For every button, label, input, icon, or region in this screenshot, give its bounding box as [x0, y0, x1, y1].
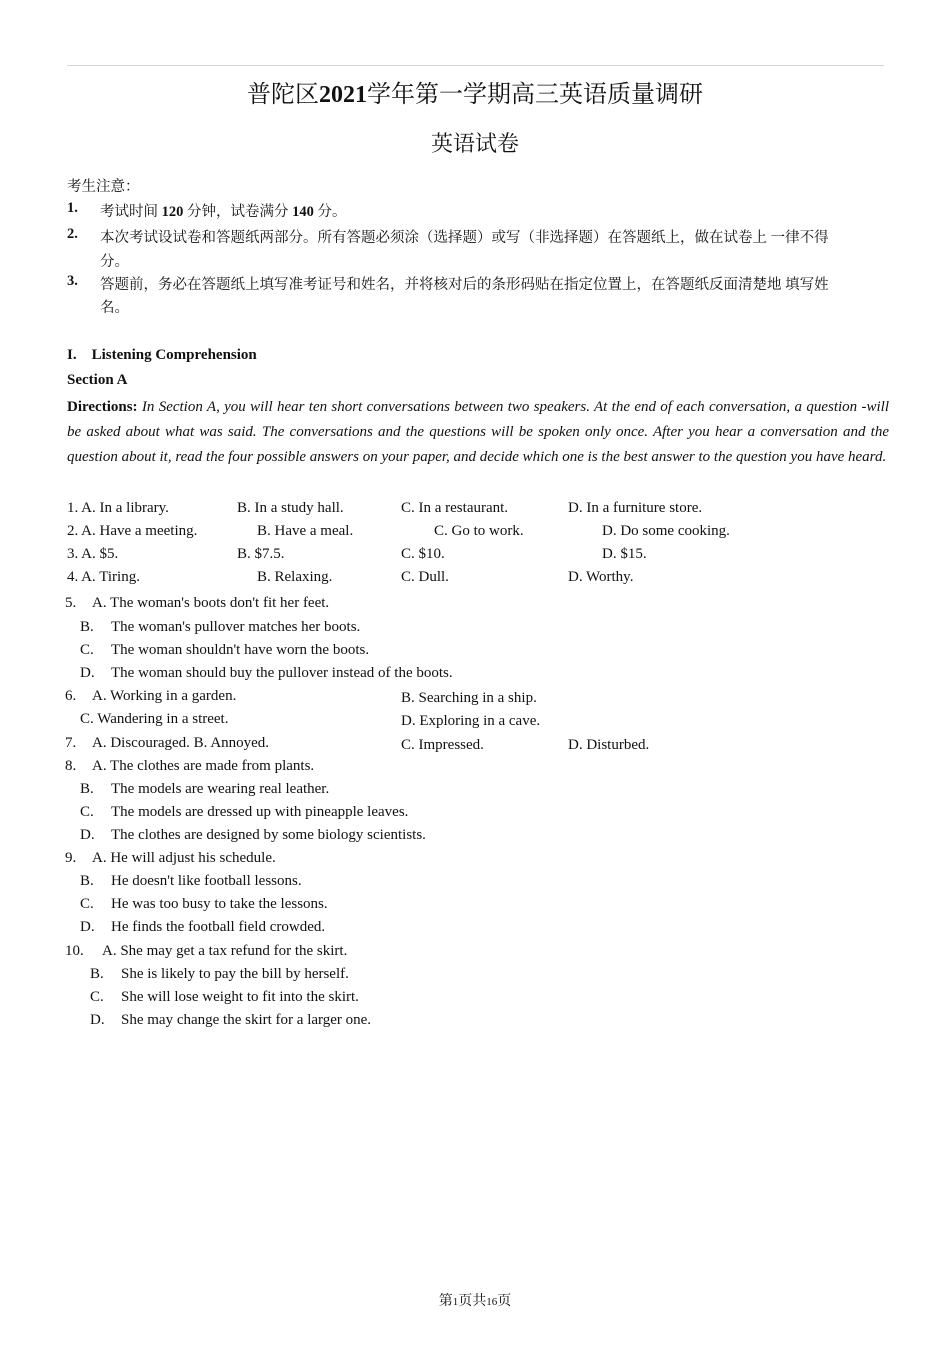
- q6-number: 6.: [65, 688, 77, 704]
- page-title: 普陀区2021学年第一学期高三英语质量调研: [247, 82, 703, 108]
- q1-option-a: 1. A. In a library.: [67, 500, 169, 516]
- q8-number: 8.: [65, 758, 77, 774]
- q10-option-c: She will lose weight to fit into the skirt.: [121, 989, 359, 1005]
- q10-option-d: She may change the skirt for a larger one.: [121, 1012, 372, 1028]
- q8-option-a: A. The clothes are made from plants.: [92, 758, 315, 774]
- q2-option-d: D. Do some cooking.: [602, 523, 730, 539]
- q9-letter-c: C.: [80, 896, 94, 912]
- q10-letter-b: B.: [90, 966, 104, 982]
- q1-option-c: C. In a restaurant.: [401, 500, 509, 516]
- page-subtitle: 英语试卷: [430, 131, 519, 156]
- q8-letter-d: D.: [80, 827, 95, 843]
- q6-option-d: D. Exploring in a cave.: [401, 713, 541, 729]
- notice-item: 本次考试设试卷和答题纸两部分。所有答题必须涂（选择题）或写（非选择题）在答题纸上，做在试卷上 一律不得: [100, 230, 829, 246]
- q5-number: 5.: [65, 595, 77, 611]
- notice-item: 答题前，务必在答题纸上填写准考证号和姓名，并将核对后的条形码贴在指定位置上，在答题纸反面清楚地 填写姓: [100, 277, 829, 293]
- q9-number: 9.: [65, 850, 77, 866]
- q4-option-a: 4. A. Tiring.: [67, 569, 140, 585]
- q9-option-a: A. He will adjust his schedule.: [92, 850, 276, 866]
- notice-number: 1.: [67, 200, 78, 216]
- q3-option-d: D. $15.: [602, 546, 647, 562]
- q2-option-a: 2. A. Have a meeting.: [67, 523, 198, 539]
- q8-option-d: The clothes are designed by some biology scientists.: [111, 827, 426, 843]
- q10-number: 10.: [65, 943, 84, 959]
- q5-option-b: The woman's pullover matches her boots.: [111, 619, 361, 635]
- section-title: I. Listening Comprehension: [67, 347, 257, 363]
- q5-letter-d: D.: [80, 665, 95, 681]
- q8-letter-c: C.: [80, 804, 94, 820]
- q9-option-c: He was too busy to take the lessons.: [111, 896, 328, 912]
- q10-letter-c: C.: [90, 989, 104, 1005]
- q9-option-d: He finds the football field crowded.: [111, 919, 326, 935]
- section-subtitle: Section A: [67, 372, 128, 388]
- q7-option-d: D. Disturbed.: [568, 737, 650, 753]
- q4-option-b: B. Relaxing.: [257, 569, 333, 585]
- notice-number: 3.: [67, 273, 78, 289]
- q7-number: 7.: [65, 735, 77, 751]
- q9-letter-b: B.: [80, 873, 94, 889]
- q5-letter-c: C.: [80, 642, 94, 658]
- q5-option-c: The woman shouldn't have worn the boots.: [111, 642, 370, 658]
- q3-option-b: B. $7.5.: [237, 546, 285, 562]
- q8-option-c: The models are dressed up with pineapple leaves.: [111, 804, 409, 820]
- page-footer: 第1页共16页: [438, 1294, 512, 1309]
- q10-option-a: A. She may get a tax refund for the skirt.: [102, 943, 348, 959]
- q2-option-b: B. Have a meal.: [257, 523, 354, 539]
- q6-option-c: C. Wandering in a street.: [80, 711, 229, 727]
- notice-item: 考试时间 120 分钟，试卷满分 140 分。: [100, 204, 347, 220]
- q10-letter-d: D.: [90, 1012, 105, 1028]
- q8-option-b: The models are wearing real leather.: [111, 781, 330, 797]
- header-rule: [67, 65, 884, 66]
- q1-option-d: D. In a furniture store.: [568, 500, 703, 516]
- notice-item-cont: 名。: [100, 300, 129, 316]
- q3-option-a: 3. A. $5.: [67, 546, 119, 562]
- q5-option-d: The woman should buy the pullover instead of the boots.: [111, 665, 453, 681]
- q6-option-b: B. Searching in a ship.: [401, 690, 537, 706]
- q10-option-b: She is likely to pay the bill by herself.: [121, 966, 349, 982]
- notice-label: 考生注意：: [67, 179, 140, 195]
- q9-option-b: He doesn't like football lessons.: [111, 873, 302, 889]
- q9-letter-d: D.: [80, 919, 95, 935]
- q4-option-c: C. Dull.: [401, 569, 449, 585]
- notice-item-cont: 分。: [100, 254, 129, 270]
- q4-option-d: D. Worthy.: [568, 569, 634, 585]
- q5-option-a: A. The woman's boots don't fit her feet.: [92, 595, 330, 611]
- q2-option-c: C. Go to work.: [434, 523, 524, 539]
- q6-option-a: A. Working in a garden.: [92, 688, 237, 704]
- q7-option-c: C. Impressed.: [401, 737, 484, 753]
- notice-number: 2.: [67, 226, 78, 242]
- q3-option-c: C. $10.: [401, 546, 445, 562]
- directions: Directions: In Section A, you will hear ten short conversations between two speakers. At the end of each conversation, a question -will be asked about what was said. The conversations and the questions will be spoken only once. After you hear a conversation and the question about it, read the four possible answers on your paper, and decide which one is the best answer to the question you have heard.: [67, 399, 889, 465]
- q5-letter-b: B.: [80, 619, 94, 635]
- q1-option-b: B. In a study hall.: [237, 500, 344, 516]
- q7-option-ab: A. Discouraged. B. Annoyed.: [92, 735, 270, 751]
- q8-letter-b: B.: [80, 781, 94, 797]
